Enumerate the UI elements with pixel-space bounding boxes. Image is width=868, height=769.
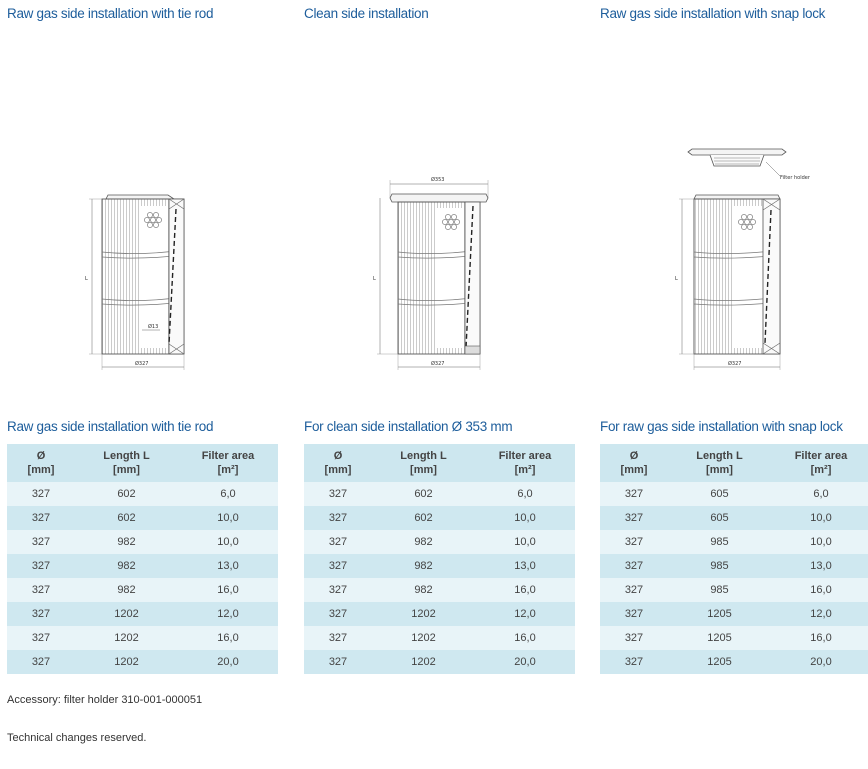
header-diameter: Ø [mm] (304, 444, 372, 482)
table-row: 327 1205 20,0 (600, 650, 868, 674)
spec-table-tie-rod (7, 444, 278, 674)
table-row: 327 985 16,0 (600, 578, 868, 602)
table-row: 327 1205 16,0 (600, 626, 868, 650)
table-1-title: Raw gas side installation with tie rod (7, 419, 214, 434)
table-row: 327 1205 12,0 (600, 602, 868, 626)
dim-top-diameter: Ø353 (431, 177, 445, 183)
table-row: 327 1202 12,0 (7, 602, 278, 626)
table-row: 327 982 13,0 (7, 554, 278, 578)
table-row: 327 985 13,0 (600, 554, 868, 578)
table-2-title: For clean side installation Ø 353 mm (304, 419, 513, 434)
column-2-title: Clean side installation (304, 6, 429, 21)
table-row: 327 602 6,0 (304, 482, 575, 506)
table-row: 327 602 10,0 (7, 506, 278, 530)
table-row: 327 982 10,0 (7, 530, 278, 554)
table-row: 327 605 6,0 (600, 482, 868, 506)
accessory-note: Accessory: filter holder 310-001-000051 (7, 694, 203, 706)
drawing-clean-side (370, 140, 500, 375)
table-row: 327 982 16,0 (304, 578, 575, 602)
table-row: 327 602 6,0 (7, 482, 278, 506)
table-row: 327 1202 16,0 (304, 626, 575, 650)
table-row: 327 1202 20,0 (304, 650, 575, 674)
dim-rod-diameter: Ø13 (148, 324, 159, 330)
table-row: 327 605 10,0 (600, 506, 868, 530)
table-row: 327 1202 20,0 (7, 650, 278, 674)
header-diameter: Ø [mm] (600, 444, 668, 482)
spec-table-clean-side (304, 444, 575, 674)
header-filter-area: Filter area [m²] (771, 444, 868, 482)
table-row: 327 602 10,0 (304, 506, 575, 530)
table-row: 327 982 10,0 (304, 530, 575, 554)
dim-diameter: Ø327 (431, 361, 445, 367)
dim-length: L (373, 276, 376, 282)
header-filter-area: Filter area [m²] (475, 444, 575, 482)
header-length: Length L [mm] (75, 444, 178, 482)
dim-diameter: Ø327 (135, 361, 149, 367)
header-length: Length L [mm] (372, 444, 475, 482)
column-3-title: Raw gas side installation with snap lock (600, 6, 826, 21)
column-1-title: Raw gas side installation with tie rod (7, 6, 214, 21)
spec-table-snap-lock (600, 444, 868, 674)
table-3-title: For raw gas side installation with snap lock (600, 419, 843, 434)
table-row: 327 982 16,0 (7, 578, 278, 602)
header-filter-area: Filter area [m²] (178, 444, 278, 482)
table-row: 327 985 10,0 (600, 530, 868, 554)
dim-length: L (675, 276, 678, 282)
drawing-snap-lock (670, 140, 830, 375)
table-row: 327 1202 12,0 (304, 602, 575, 626)
table-row: 327 982 13,0 (304, 554, 575, 578)
filter-holder-label: Filter holder (780, 175, 810, 181)
technical-changes-note: Technical changes reserved. (7, 732, 147, 744)
header-length: Length L [mm] (668, 444, 771, 482)
dim-length: L (85, 276, 88, 282)
dim-diameter: Ø327 (728, 361, 742, 367)
table-row: 327 1202 16,0 (7, 626, 278, 650)
header-diameter: Ø [mm] (7, 444, 75, 482)
drawing-tie-rod (80, 140, 200, 375)
